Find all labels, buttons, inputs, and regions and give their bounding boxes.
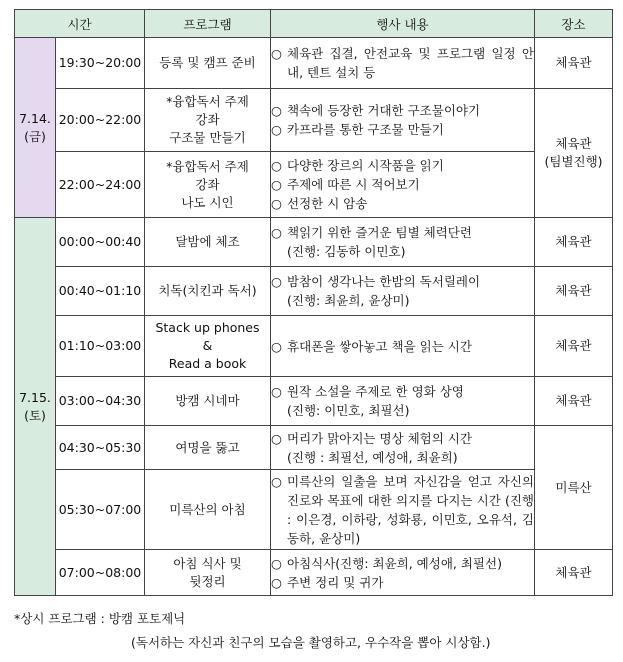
content-cell xyxy=(271,218,535,267)
program-line: 아침 식사 및 xyxy=(173,555,242,571)
header-row xyxy=(15,10,613,38)
table-row xyxy=(15,426,613,470)
content-subline: (진행: 이민호, 최필선) xyxy=(287,403,410,418)
program-cell xyxy=(145,426,271,470)
content-cell xyxy=(271,152,535,218)
program-line: 뒷정리 xyxy=(189,573,226,589)
content-item: 휴대폰을 쌓아놓고 책을 읽는 시간 xyxy=(287,338,472,354)
circle-bullet-icon: ○ xyxy=(271,177,282,192)
circle-bullet-icon: ○ xyxy=(271,338,282,354)
place-line: 체육관 xyxy=(555,393,592,408)
time-cell: 00:40~01:10 xyxy=(56,267,145,316)
content-cell xyxy=(271,38,535,89)
program-line: 구조물 만들기 xyxy=(169,130,246,145)
circle-bullet-icon: ○ xyxy=(271,473,282,489)
table-row xyxy=(15,377,613,426)
table-row xyxy=(15,152,613,218)
place-cell xyxy=(535,89,613,218)
program-cell xyxy=(145,316,271,377)
time-cell: 00:00~00:40 xyxy=(56,218,145,267)
time-cell: 20:00~22:00 xyxy=(56,89,145,152)
table-row xyxy=(15,550,613,596)
footer-line-1: *상시 프로그램 : 방캠 포토제닉 xyxy=(14,611,186,626)
content-subline: (진행: 김동하 이민호) xyxy=(287,244,406,259)
program-cell xyxy=(145,377,271,426)
content-item: 미륵산의 일출을 보며 자신감을 얻고 자신의 진로와 목표에 대한 의지를 다지는 시간 (진행 : 이은경, 이하랑, 성화룡, 이민호, 오유석, 김동하, 윤상미) xyxy=(287,473,534,546)
program-line: 달밤에 체조 xyxy=(175,234,240,249)
place-line: 체육관 xyxy=(555,234,592,249)
header-program: 프로그램 xyxy=(145,10,271,38)
place-line: 체육관 xyxy=(555,283,592,298)
program-line: 강좌 xyxy=(195,112,220,127)
footer-note xyxy=(14,610,490,652)
content-item: 선정한 시 암송 xyxy=(287,196,368,211)
program-line: 나도 시인 xyxy=(181,194,234,210)
content-cell xyxy=(271,89,535,152)
program-line: & xyxy=(202,338,213,353)
table-row xyxy=(15,267,613,316)
time-cell: 04:30~05:30 xyxy=(56,426,145,470)
program-line: *융합독서 주제 xyxy=(166,94,249,109)
program-cell xyxy=(145,152,271,218)
program-cell xyxy=(145,550,271,596)
content-item: 머리가 맑아지는 명상 체험의 시간 xyxy=(287,430,472,446)
table-row xyxy=(15,316,613,377)
table-row xyxy=(15,470,613,550)
place-line: 체육관 xyxy=(555,55,592,70)
schedule-table xyxy=(14,9,613,596)
content-cell xyxy=(271,316,535,377)
program-line: 방캠 시네마 xyxy=(175,393,240,408)
header-time: 시간 xyxy=(15,10,145,38)
place-cell xyxy=(535,550,613,596)
time-cell: 01:10~03:00 xyxy=(56,316,145,377)
table-row xyxy=(15,38,613,89)
place-cell xyxy=(535,316,613,377)
day-weekday: (금) xyxy=(24,128,46,144)
place-cell xyxy=(535,426,613,550)
circle-bullet-icon: ○ xyxy=(271,103,282,118)
program-line: 강좌 xyxy=(195,176,220,192)
program-cell xyxy=(145,89,271,152)
day-weekday: (토) xyxy=(24,407,46,423)
program-line: 치독(치킨과 독서) xyxy=(158,283,257,298)
content-item: 주제에 따른 시 적어보기 xyxy=(287,177,420,192)
program-cell xyxy=(145,218,271,267)
place-line: 체육관 xyxy=(555,136,592,151)
day-date: 7.14. xyxy=(19,110,51,126)
place-cell xyxy=(535,218,613,267)
place-line: 미륵산 xyxy=(555,479,592,495)
day-cell xyxy=(15,218,56,596)
circle-bullet-icon: ○ xyxy=(271,196,282,211)
content-item: 밤참이 생각나는 한밤의 독서릴레이 xyxy=(287,274,481,289)
place-cell xyxy=(535,38,613,89)
content-cell xyxy=(271,550,535,596)
content-item: 아침식사(진행: 최윤희, 예성애, 최필선) xyxy=(287,555,502,571)
circle-bullet-icon: ○ xyxy=(271,158,282,173)
table-row xyxy=(15,218,613,267)
circle-bullet-icon: ○ xyxy=(271,574,282,590)
place-line: 체육관 xyxy=(555,338,592,353)
time-cell: 19:30~20:00 xyxy=(56,38,145,89)
content-item: 체육관 집결, 안전교육 및 프로그램 일정 안내, 텐트 설치 등 xyxy=(287,46,534,80)
content-item: 원작 소설을 주제로 한 영화 상영 xyxy=(287,384,464,399)
circle-bullet-icon: ○ xyxy=(271,122,282,137)
place-line: (팀별진행) xyxy=(544,154,603,169)
content-item: 책속에 등장한 거대한 구조물이야기 xyxy=(287,103,481,118)
program-cell xyxy=(145,470,271,550)
header-place: 장소 xyxy=(535,10,613,38)
program-line: Read a book xyxy=(168,356,247,371)
footer-line-2: (독서하는 자신과 친구의 모습을 촬영하고, 우수작을 뽑아 시상함.) xyxy=(131,635,491,650)
place-cell xyxy=(535,267,613,316)
circle-bullet-icon: ○ xyxy=(271,46,282,61)
content-item: 책읽기 위한 즐거운 팀별 체력단련 xyxy=(287,225,472,240)
program-line: 미륵산의 아침 xyxy=(169,501,246,517)
day-cell xyxy=(15,38,56,218)
content-item: 카프라를 통한 구조물 만들기 xyxy=(287,122,444,137)
time-cell: 07:00~08:00 xyxy=(56,550,145,596)
content-subline: (진행 : 최필선, 예성애, 최윤희) xyxy=(287,449,458,465)
circle-bullet-icon: ○ xyxy=(271,430,282,446)
circle-bullet-icon: ○ xyxy=(271,384,282,399)
program-line: 등록 및 캠프 준비 xyxy=(159,55,256,70)
content-cell xyxy=(271,426,535,470)
place-cell xyxy=(535,377,613,426)
content-subline: (진행: 최윤희, 윤상미) xyxy=(287,293,410,308)
time-cell: 22:00~24:00 xyxy=(56,152,145,218)
program-cell xyxy=(145,38,271,89)
time-cell: 05:30~07:00 xyxy=(56,470,145,550)
content-item: 다양한 장르의 시작품을 읽기 xyxy=(287,158,444,173)
table-row xyxy=(15,89,613,152)
header-content: 행사 내용 xyxy=(271,10,535,38)
place-line: 체육관 xyxy=(555,564,592,580)
content-cell xyxy=(271,267,535,316)
program-line: *융합독서 주제 xyxy=(166,158,249,174)
time-cell: 03:00~04:30 xyxy=(56,377,145,426)
content-item: 주변 정리 및 귀가 xyxy=(287,574,384,590)
circle-bullet-icon: ○ xyxy=(271,274,282,289)
day-date: 7.15. xyxy=(19,389,51,405)
program-line: 여명을 뚫고 xyxy=(175,439,240,455)
circle-bullet-icon: ○ xyxy=(271,555,282,571)
content-cell xyxy=(271,377,535,426)
circle-bullet-icon: ○ xyxy=(271,225,282,240)
program-cell xyxy=(145,267,271,316)
program-line: Stack up phones xyxy=(155,320,260,335)
content-cell xyxy=(271,470,535,550)
